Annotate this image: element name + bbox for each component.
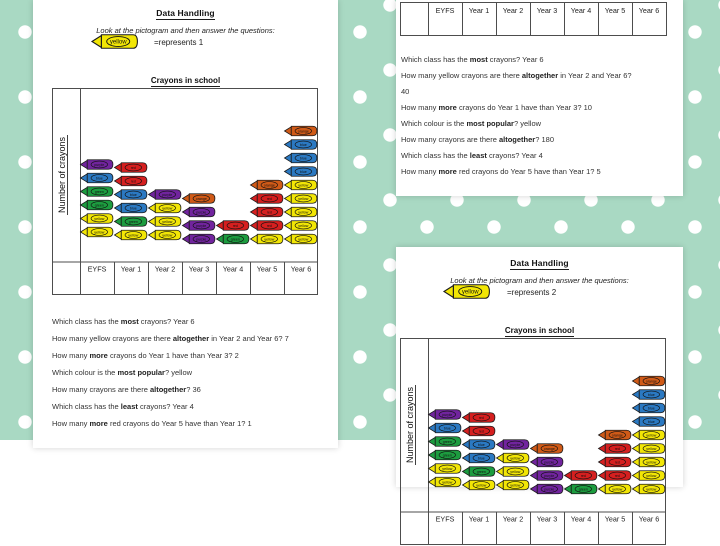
crayon-label: yellow [612, 487, 623, 492]
crayon-icon-yellow [81, 227, 113, 236]
question-answer: 5 [594, 166, 601, 176]
questions-list [52, 316, 334, 435]
page-title: Data Handling [156, 8, 215, 18]
crayon-label: yellow [94, 230, 105, 235]
crayon-icon-orange [251, 180, 283, 189]
key-represents-text: =represents 2 [507, 288, 557, 297]
worksheet-page-top-right [396, 0, 683, 196]
question-line: Which class has the most crayons? Year 6 [401, 55, 544, 64]
crayon-label: red [266, 196, 272, 201]
crayon-icon-red [115, 176, 147, 185]
crayon-icon-red [599, 444, 631, 453]
crayon-label: green [442, 453, 452, 458]
crayon-icon-purple [149, 190, 181, 199]
crayon-icon-blue [633, 403, 665, 412]
crayon-label: purple [544, 473, 555, 478]
crayon-label: orange [645, 379, 657, 384]
crayon-icon-yellow [497, 480, 529, 489]
crayon-label: purple [544, 487, 555, 492]
crayon-icon-yellow [149, 203, 181, 212]
crayon-icon-green [115, 217, 147, 226]
crayon-icon-yellow [149, 217, 181, 226]
category-label: Year 5 [604, 514, 626, 524]
crayon-label: green [94, 189, 104, 194]
crayon-icon-red [599, 457, 631, 466]
crayon-icon-orange [633, 376, 665, 385]
crayon-label: orange [263, 183, 275, 188]
instructions-text: Look at the pictogram and then answer the questions: [96, 26, 275, 35]
question-line: How many more crayons do Year 1 have than Year 3? 10 [401, 102, 592, 112]
crayon-label: red [478, 415, 484, 420]
category-label: Year 6 [290, 264, 312, 274]
yellow-crayon-key-icon [91, 33, 139, 50]
question-answer: 1 [245, 419, 252, 428]
crayon-label: green [94, 203, 104, 208]
crayon-icon-yellow [149, 230, 181, 239]
crayon-icon-yellow [285, 234, 317, 243]
crayon-icon-red [115, 163, 147, 172]
crayon-label: yellow [510, 483, 521, 488]
crayon-icon-yellow [633, 457, 665, 466]
crayon-icon-blue [285, 140, 317, 149]
category-label: EYFS [87, 264, 107, 274]
crayon-icon-green [81, 200, 113, 209]
crayon-icon-yellow [115, 230, 147, 239]
crayon-label: blue [95, 176, 103, 181]
crayon-label: yellow [298, 223, 309, 228]
crayon-icon-green [429, 437, 461, 446]
chart-title: Crayons in school [150, 76, 221, 85]
crayon-icon-purple [531, 471, 563, 480]
category-label: Year 6 [638, 6, 660, 15]
crayon-icon-yellow [285, 180, 317, 189]
crayon-label: orange [195, 196, 207, 201]
category-label: Year 2 [502, 514, 524, 524]
question-answer: 40 [401, 86, 410, 96]
crayon-label: yellow [162, 206, 173, 211]
yellow-crayon-key-icon [443, 283, 491, 300]
crayon-icon-green [217, 234, 249, 243]
crayon-label: yellow [646, 460, 657, 465]
question-line: How many yellow crayons are there altogether in Year 2 and Year 6? 7 [52, 334, 289, 343]
crayon-label: yellow [264, 237, 275, 242]
crayon-label: red [232, 223, 238, 228]
crayon-label: blue [477, 442, 485, 447]
crayon-label: yellow [442, 480, 453, 485]
pictogram-chart [400, 338, 666, 546]
crayon-label: red [580, 473, 586, 478]
crayon-label: blue [299, 142, 307, 147]
crayon-label: purple [196, 210, 207, 215]
crayon-label: orange [297, 129, 309, 134]
question-answer: 7 [282, 334, 289, 343]
crayon-label: yellow [510, 456, 521, 461]
category-label: Year 4 [570, 514, 592, 524]
crayon-icon-yellow [633, 444, 665, 453]
question-answer: 10 [581, 102, 592, 112]
instructions-row [396, 270, 683, 288]
crayon-label: blue [647, 419, 655, 424]
worksheet-page-left [33, 0, 338, 448]
crayon-icon-red [251, 221, 283, 230]
question-answer: Year 4 [519, 150, 543, 160]
crayon-icon-purple [531, 457, 563, 466]
crayon-icon-yellow [444, 285, 489, 299]
category-label: Year 1 [468, 6, 490, 15]
crayon-label: yellow [461, 289, 479, 296]
question-line: Which colour is the most popular? yellow [52, 368, 193, 377]
question-line: Which class has the least crayons? Year 4 [52, 402, 194, 411]
question-line: How many crayons are there altogether? 36 [52, 385, 201, 394]
chart-title-row [33, 70, 338, 88]
pictogram-category-table [400, 2, 667, 37]
crayon-label: green [578, 487, 588, 492]
crayon-icon-yellow [633, 430, 665, 439]
question-answer: yellow [518, 118, 542, 128]
category-label: Year 5 [256, 264, 278, 274]
category-label: Year 2 [502, 6, 524, 15]
category-label: Year 3 [188, 264, 210, 274]
crayon-label: green [230, 237, 240, 242]
category-label: Year 1 [120, 264, 142, 274]
crayon-icon-red [251, 194, 283, 203]
crayon-icon-yellow [633, 484, 665, 493]
crayon-icon-green [81, 187, 113, 196]
question-line: How many more red crayons do Year 5 have than Year 1? 1 [52, 419, 252, 428]
crayon-label: purple [94, 162, 105, 167]
crayon-icon-blue [285, 167, 317, 176]
crayon-icon-blue [429, 423, 461, 432]
crayon-icon-yellow [429, 464, 461, 473]
crayon-label: yellow [476, 483, 487, 488]
category-label: Year 3 [536, 6, 558, 15]
crayon-label: red [614, 460, 620, 465]
question-line: How many crayons are there altogether? 180 [401, 134, 555, 144]
crayon-label: orange [611, 433, 623, 438]
crayon-icon-blue [633, 417, 665, 426]
crayon-icon-green [429, 450, 461, 459]
crayon-label: red [266, 210, 272, 215]
crayon-icon-purple [531, 484, 563, 493]
crayon-label: yellow [109, 39, 127, 46]
chart-title: Crayons in school [504, 326, 575, 335]
question-line: How many yellow crayons are there altogether in Year 2 and Year 6? 40 [401, 71, 632, 96]
crayon-icon-yellow [633, 471, 665, 480]
crayon-icon-blue [633, 390, 665, 399]
crayon-icon-red [217, 221, 249, 230]
question-answer: 180 [539, 134, 555, 144]
crayon-label: purple [442, 412, 453, 417]
crayon-icon-purple [497, 440, 529, 449]
page-title-row [33, 3, 338, 21]
crayon-icon-yellow [497, 453, 529, 462]
page-title-row [396, 253, 683, 271]
crayon-label: yellow [298, 237, 309, 242]
crayon-icon-orange [531, 444, 563, 453]
crayon-label: red [478, 429, 484, 434]
instructions-row [33, 20, 338, 38]
crayon-label: yellow [646, 487, 657, 492]
crayon-icon-orange [599, 430, 631, 439]
crayon-label: yellow [510, 469, 521, 474]
crayon-icon-purple [429, 410, 461, 419]
instructions-text: Look at the pictogram and then answer the questions: [450, 276, 629, 285]
crayon-label: yellow [298, 183, 309, 188]
crayon-icon-red [599, 471, 631, 480]
question-line: How many more crayons do Year 1 have than Year 3? 2 [52, 351, 239, 360]
crayon-icon-yellow [285, 221, 317, 230]
crayon-icon-yellow [497, 467, 529, 476]
questions-list [401, 52, 664, 180]
y-axis-label: Number of crayons [405, 386, 415, 464]
crayon-icon-red [565, 471, 597, 480]
question-line: How many more red crayons do Year 5 have than Year 1? 5 [401, 166, 601, 176]
crayon-icon-blue [115, 203, 147, 212]
crayon-icon-yellow [285, 207, 317, 216]
crayon-label: blue [129, 192, 137, 197]
category-label: Year 2 [154, 264, 176, 274]
crayon-icon-blue [463, 440, 495, 449]
crayon-icon-blue [115, 190, 147, 199]
crayon-label: yellow [128, 233, 139, 238]
category-label: Year 1 [468, 514, 490, 524]
question-line: Which class has the least crayons? Year 4 [401, 150, 543, 160]
crayon-label: red [266, 223, 272, 228]
crayon-label: blue [477, 456, 485, 461]
crayon-icon-purple [81, 160, 113, 169]
crayon-icon-yellow [92, 35, 137, 49]
crayon-icon-yellow [285, 194, 317, 203]
question-answer: 2 [232, 351, 239, 360]
crayon-icon-red [463, 413, 495, 422]
crayon-label: red [130, 179, 136, 184]
category-label: EYFS [435, 514, 455, 524]
crayon-label: blue [129, 206, 137, 211]
crayon-label: blue [647, 406, 655, 411]
question-line: Which class has the most crayons? Year 6 [52, 317, 195, 326]
crayon-label: yellow [646, 473, 657, 478]
pictogram-chart [52, 88, 318, 296]
crayon-label: blue [647, 392, 655, 397]
crayon-label: purple [196, 223, 207, 228]
crayon-icon-yellow [251, 234, 283, 243]
crayon-icon-orange [183, 194, 215, 203]
question-answer: 36 [190, 385, 201, 394]
category-label: Year 4 [570, 6, 592, 15]
crayon-label: blue [299, 169, 307, 174]
question-answer: yellow [169, 368, 193, 377]
crayon-label: yellow [646, 446, 657, 451]
crayon-label: red [614, 446, 620, 451]
crayon-label: blue [299, 156, 307, 161]
crayon-label: yellow [162, 219, 173, 224]
crayon-label: orange [543, 446, 555, 451]
crayon-label: yellow [298, 196, 309, 201]
category-label: Year 6 [638, 514, 660, 524]
crayon-icon-blue [463, 453, 495, 462]
category-label: Year 4 [222, 264, 244, 274]
page-title: Data Handling [510, 258, 569, 268]
crayon-label: purple [510, 442, 521, 447]
crayon-icon-blue [285, 153, 317, 162]
crayon-icon-yellow [429, 477, 461, 486]
category-label: Year 5 [604, 6, 626, 15]
crayon-icon-yellow [81, 214, 113, 223]
crayon-label: yellow [442, 466, 453, 471]
crayon-label: yellow [298, 210, 309, 215]
crayon-label: red [614, 473, 620, 478]
category-label: EYFS [435, 6, 455, 15]
crayon-icon-purple [183, 221, 215, 230]
y-axis-label: Number of crayons [57, 136, 67, 214]
crayon-icon-yellow [599, 484, 631, 493]
crayon-label: green [442, 439, 452, 444]
category-label: Year 3 [536, 514, 558, 524]
crayon-label: red [130, 165, 136, 170]
crayon-icon-red [251, 207, 283, 216]
crayon-label: purple [544, 460, 555, 465]
question-answer: Year 4 [170, 402, 194, 411]
crayon-label: purple [162, 192, 173, 197]
crayon-icon-yellow [463, 480, 495, 489]
question-answer: Year 6 [520, 55, 544, 64]
question-answer: Year 6 [171, 317, 195, 326]
crayon-icon-purple [183, 207, 215, 216]
crayon-icon-purple [183, 234, 215, 243]
crayon-icon-green [565, 484, 597, 493]
crayon-label: purple [196, 237, 207, 242]
chart-title-row [396, 320, 683, 338]
crayon-label: green [476, 469, 486, 474]
crayon-icon-green [463, 467, 495, 476]
crayon-label: yellow [162, 233, 173, 238]
crayon-label: blue [443, 426, 451, 431]
question-line: Which colour is the most popular? yellow [401, 118, 542, 128]
crayon-icon-blue [81, 173, 113, 182]
crayon-label: yellow [646, 433, 657, 438]
key-represents-text: =represents 1 [154, 38, 204, 47]
crayon-icon-orange [285, 126, 317, 135]
crayon-icon-red [463, 426, 495, 435]
crayon-label: green [128, 219, 138, 224]
worksheet-page-bottom-right [396, 247, 683, 524]
crayon-label: yellow [94, 216, 105, 221]
